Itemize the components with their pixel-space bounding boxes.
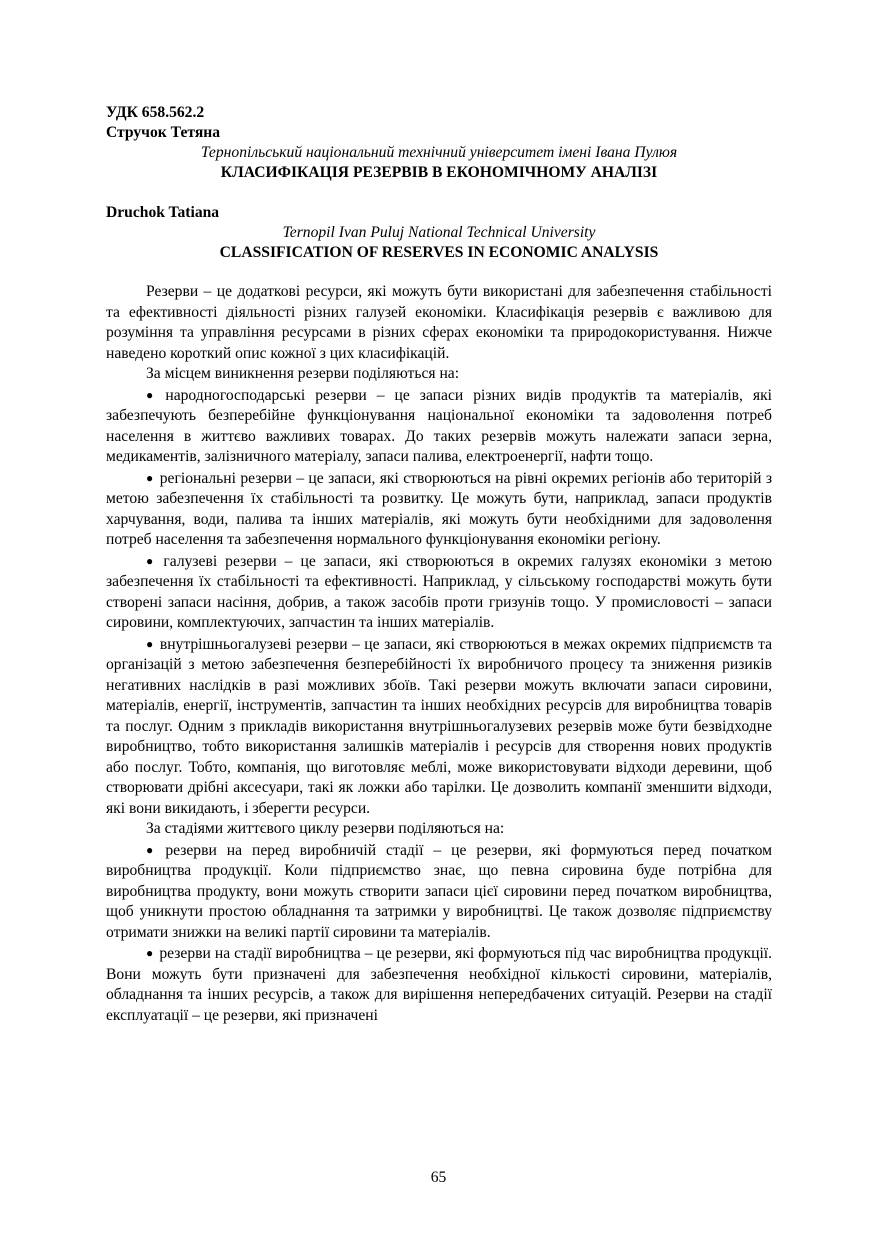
title-en: CLASSIFICATION OF RESERVES IN ECONOMIC ANALYSIS [219, 244, 659, 261]
bullet-icon: ● [146, 470, 154, 485]
list-item: ● резерви на стадії виробництва – це резерви, які формуються під час виробництва продукції. Вони можуть бути призначені для забезпечення необхідної кількості сировини, матеріалів, обладнання та інших ресурсів, а також для вирішення непередбачених ситуацій. Резерви на стадії експлуатації – це резерви, які призначені [106, 945, 773, 1024]
affiliation-en: Ternopil Ivan Puluj National Technical University [282, 224, 596, 241]
article-header [106, 103, 772, 263]
author-ua: Стручок Тетяна [106, 124, 221, 141]
list-item: ● галузеві резерви – це запаси, які створюються в окремих галузях економіки з метою забезпечення їх стабільності та ефективності. Наприклад, у сільському господарстві можуть бути створені запаси насіння, добрив, а також засобів проти гризунів тощо. У промисловості – запаси сировини, комплектуючих, запчастин та інших матеріалів. [106, 552, 772, 631]
intro-paragraph: Резерви – це додаткові ресурси, які можуть бути використані для забезпечення стабільності та ефективності діяльності різних галузей економіки. Класифікація резервів є важливою для розуміння та управління ресурсами в різних сферах економіки та природокористування. Нижче наведено короткий опис кожної з цих класифікацій. [106, 283, 772, 362]
list-item: ● резерви на перед виробничій стадії – це резерви, які формуються перед початком виробництва продукції. Коли підприємство знає, що певна сировина буде потрібна для виробництва продукту, вони можуть створити запаси цієї сировини перед початком виробництва, щоб уникнути простою обладнання та затримки у виробництві. Це також дозволяє підприємству отримати знижки на великі партії сировини та матеріалів. [106, 841, 773, 941]
list-item: ● регіональні резерви – це запаси, які створюються на рівні окремих регіонів або територій з метою забезпечення їх стабільності та розвитку. Це можуть бути, наприклад, запаси продуктів харчування, води, палива та інших матеріалів, які можуть бути необхідними для задоволення потреб населення та забезпечення нормального функціонування економіки регіону. [106, 469, 773, 548]
author-en: Druchok Tatiana [106, 204, 220, 221]
lifecycle-lead-in: За стадіями життєвого циклу резерви поділяються на: [146, 820, 505, 837]
bullet-icon: ● [146, 387, 160, 402]
origin-lead-in: За місцем виникнення резерви поділяються на: [146, 365, 460, 382]
udc-code: УДК 658.562.2 [106, 104, 205, 121]
list-item: ● народногосподарські резерви – це запаси різних видів продуктів та матеріалів, які забезпечують безперебійне функціонування національної економіки та задоволення потреб населення в життєво важливих товарах. До таких резервів можуть належати запаси зерна, медикаментів, залізничного матеріалу, запаси палива, електроенергії, нафти тощо. [106, 386, 773, 465]
title-ua: КЛАСИФІКАЦІЯ РЕЗЕРВІВ В ЕКОНОМІЧНОМУ АНАЛІЗІ [220, 164, 658, 181]
bullet-icon: ● [146, 946, 154, 960]
article-body [106, 282, 772, 1026]
page-number: 65 [430, 1169, 447, 1186]
bullet-icon: ● [146, 553, 158, 568]
affiliation-ua: Тернопільський національний технічний університет імені Івана Пулюя [200, 144, 678, 161]
bullet-icon: ● [146, 636, 154, 651]
list-item: ● внутрішньогалузеві резерви – це запаси, які створюються в межах окремих підприємств та організацій з метою забезпечення безперебійності їх виробничого процесу та зниження ризиків негативних наслідків в разі можливих збоїв. Такі резерви можуть включати запаси сировини, матеріалів, енергії, інструментів, запчастин та інших необхідних ресурсів для виробництва товарів та послуг. Одним з прикладів використання внутрішньогалузевих резервів може бути безвідходне виробництво, тобто використання залишків матеріалів і ресурсів для створення нових продуктів або послуг. Тобто, компанія, що виготовляє меблі, може використовувати відходи деревини, щоб створювати дрібні аксесуари, такі як ложки або тарілки. Це дозволить компанії зменшити відходи, які вони викидають, і зберегти ресурси. [106, 635, 772, 817]
bullet-icon: ● [146, 842, 160, 857]
